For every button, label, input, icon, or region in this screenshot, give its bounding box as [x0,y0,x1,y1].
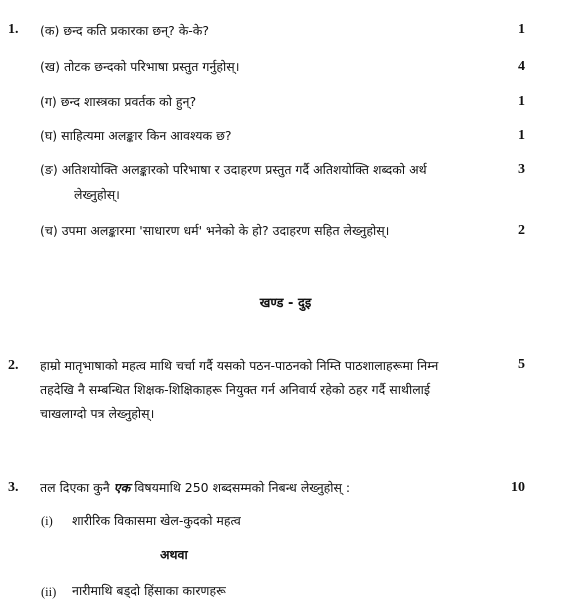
q1-part-nga-continuation: लेख्नुहोस्। [74,187,120,202]
q1-part-ga-marks: 1 [518,94,525,109]
q1-part-nga-marks: 3 [518,162,525,177]
q3-prompt-after: विषयमाथि 250 शब्दसम्मको निबन्ध लेख्नुहोस् : [134,480,351,495]
question-1-number: 1. [8,22,19,37]
q3-option-1-text: शारीरिक विकासमा खेल-कुदको महत्व [72,513,241,528]
question-3-number: 3. [8,480,19,495]
part-label: (घ) [40,128,58,143]
q1-part-cha [40,222,389,239]
part-label: (च) [40,223,58,238]
part-text: साहित्यमा अलङ्कार किन आवश्यक छ? [61,128,232,143]
q3-option-1-label: (i) [41,514,53,528]
q2-line-2: तहदेखि नै सम्बन्धित शिक्षक-शिक्षिकाहरू नियुक्त गर्न अनिवार्य रहेको ठहर गर्दै साथीलाई [40,382,431,397]
q1-part-gha [40,127,232,144]
section-heading: खण्ड - दुइ [259,296,312,311]
part-text: उपमा अलङ्कारमा 'साधारण धर्म' भनेको के हो? उदाहरण सहित लेख्नुहोस्। [61,223,390,238]
q2-line-3: चाखलाग्दो पत्र लेख्नुहोस्। [40,406,155,421]
q3-prompt [40,479,350,496]
part-label: (ङ) [40,162,58,177]
part-text: तोटक छन्दको परिभाषा प्रस्तुत गर्नुहोस्। [63,59,240,74]
part-label: (क) [40,23,60,38]
q3-option-2-text: नारीमाथि बड्दो हिंसाका कारणहरू [72,583,226,598]
part-text: अतिशयोक्ति अलङ्कारको परिभाषा र उदाहरण प्रस्तुत गर्दै अतिशयोक्ति शब्दको अर्थ [61,162,427,177]
part-label: (ख) [40,59,60,74]
q2-line-1: हाम्रो मातृभाषाको महत्व माथि चर्चा गर्दै यसको पठन-पाठनको निम्ति पाठशालाहरूमा निम्न [40,358,439,373]
q1-part-ka-marks: 1 [518,22,525,37]
q3-or-label: अथवा [160,547,188,562]
q1-part-ka [40,22,209,39]
q1-part-nga [40,161,427,178]
q1-part-kha [40,58,239,75]
q1-part-cha-marks: 2 [518,223,525,238]
q1-part-ga [40,93,196,110]
q3-prompt-emphasis: एक [113,480,131,495]
q2-marks: 5 [518,357,525,372]
q1-part-gha-marks: 1 [518,128,525,143]
q3-marks: 10 [511,480,525,495]
part-label: (ग) [40,94,57,109]
question-2-number: 2. [8,358,19,373]
part-text: छन्द कति प्रकारका छन्? के-के? [63,23,210,38]
q3-option-2-label: (ii) [41,585,57,599]
q3-prompt-before: तल दिएका कुनै [40,480,110,495]
part-text: छन्द शास्त्रका प्रवर्तक को हुन्? [60,94,197,109]
q1-part-kha-marks: 4 [518,59,525,74]
